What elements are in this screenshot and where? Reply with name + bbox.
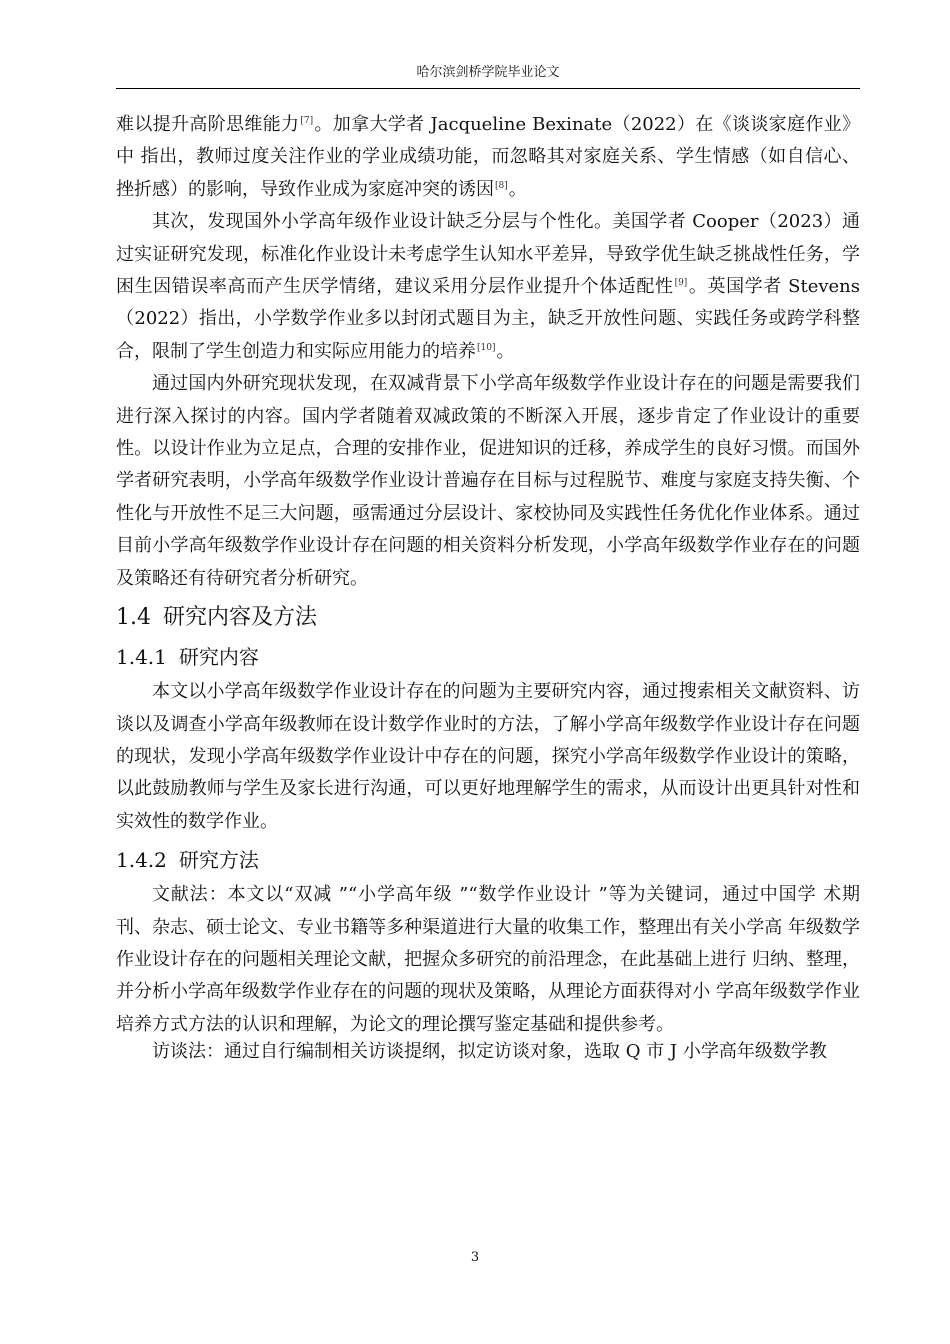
- text-run: 。: [496, 340, 515, 362]
- subsection-heading-content: [116, 641, 860, 673]
- subsection-number: 1.4.2: [116, 848, 167, 873]
- body-text: [116, 109, 860, 1063]
- paragraph-foreign-research-1: [116, 109, 860, 206]
- text-run: 其次，发现国外小学高年级作业设计缺乏分层与个性化。美国学者 Cooper（2023）通过实证研究发现，标准化作业设计未考虑学生认知水平差异，导致学优生缺乏挑战性任务，学困生因错误率高而产生厌学情绪，建议采用分层作业提升个体适配性: [116, 211, 860, 298]
- section-title: 研究内容及方法: [163, 605, 318, 631]
- paragraph-foreign-research-2: [116, 206, 860, 368]
- citation-7: [7]: [300, 116, 314, 126]
- subsection-heading-methods: [116, 844, 860, 876]
- subsection-number: 1.4.1: [116, 645, 167, 670]
- subsection-title: 研究方法: [178, 848, 259, 873]
- text-run: 。加拿大学者 Jacqueline Bexinate（2022）在《谈谈家庭作业》中 指出，教师过度关注作业的学业成绩功能，而忽略其对家庭关系、学生情感（如自信心、 挫折感）的影响，导致作业成为家庭冲突的诱因: [116, 114, 860, 200]
- subsection-title: 研究内容: [178, 645, 259, 670]
- paragraph-interview-method: 访谈法：通过自行编制相关访谈提纲，拟定访谈对象，选取 Q 市 J 小学高年级数学教: [152, 1041, 827, 1063]
- section-heading: [116, 601, 860, 635]
- section-number: 1.4: [116, 605, 151, 631]
- paragraph-literature-method: 文献法：本文以“双减 ”“小学高年级 ”“数学作业设计 ”等为关键词，通过中国学 术期刊、杂志、硕士论文、专业书籍等多种渠道进行大量的收集工作，整理出有关小学高 年级数学作业设计存在的问题相关理论文献，把握众多研究的前沿理念，在此基础上进行 归纳、整理，并分析小学高年级数学作业存在的问题的现状及策略，从理论方面获得对小 学高年级数学作业培养方式方法的认识和理解，为论文的理论撰写鉴定基础和提供参考。: [116, 884, 860, 1035]
- citation-10: [10]: [477, 342, 496, 353]
- citation-8: [8]: [495, 180, 508, 191]
- text-run: 难以提升高阶思维能力: [116, 114, 300, 135]
- paragraph-research-summary: 通过国内外研究现状发现，在双减背景下小学高年级数学作业设计存在的问题是需要我们进行深入探讨的内容。国内学者随着双减政策的不断深入开展，逐步肯定了作业设计的重要性。以设计作业为立足点，合理的安排作业，促进知识的迁移，养成学生的良好习惯。而国外学者研究表明，小学高年级数学作业设计普遍存在目标与过程脱节、难度与家庭支持失衡、个性化与开放性不足三大问题，亟需通过分层设计、家校协同及实践性任务优化作业体系。通过目前小学高年级数学作业设计存在问题的相关资料分析发现，小学高年级数学作业存在的问题及策略还有待研究者分析研究。: [116, 373, 860, 589]
- page-number: 3: [470, 1250, 480, 1265]
- citation-9: [9]: [674, 278, 688, 289]
- text-run: 。英国学者 Stevens（2022）指出，小学数学作业多以封闭式题目为主，缺乏开放性问题、实践任务或跨学科整合，限制了学生创造力和实际应用能力的培养: [116, 276, 860, 362]
- running-header: 哈尔滨剑桥学院毕业论文: [416, 65, 560, 80]
- header-rule: [116, 88, 860, 89]
- text-run: 。: [508, 178, 527, 200]
- paragraph-research-content: 本文以小学高年级数学作业设计存在的问题为主要研究内容，通过搜索相关文献资料、访谈以及调查小学高年级教师在设计数学作业时的方法，了解小学高年级数学作业设计存在问题的现状，发现小学高年级数学作业设计中存在的问题，探究小学高年级数学作业设计的策略，以此鼓励教师与学生及家长进行沟通，可以更好地理解学生的需求，从而设计出更具针对性和实效性的数学作业。: [116, 681, 860, 832]
